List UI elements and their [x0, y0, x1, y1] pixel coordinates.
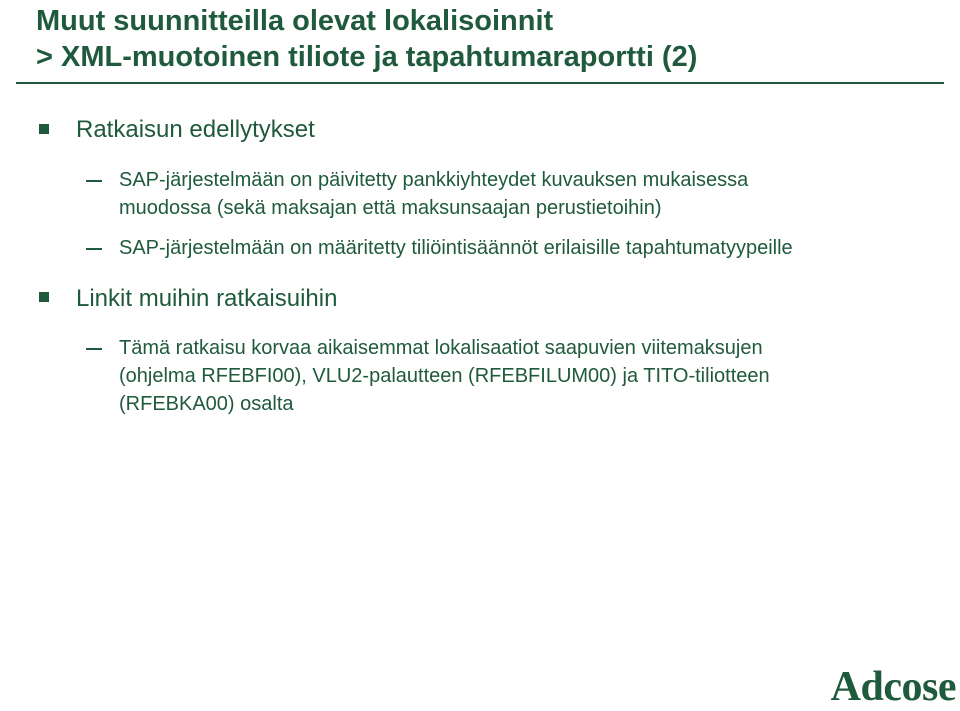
list-item	[119, 166, 748, 222]
list-item-line: SAP-järjestelmään on päivitetty pankkiyhteydet kuvauksen mukaisessa	[119, 169, 749, 191]
dash-bullet-icon	[86, 248, 102, 250]
list-item-line: Tämä ratkaisu korvaa aikaisemmat lokalisaatiot saapuvien viitemaksujen	[119, 337, 763, 359]
dash-bullet-icon	[86, 180, 102, 182]
list-item	[119, 334, 770, 418]
list-item-line: muodossa (sekä maksajan että maksunsaajan perustietoihin)	[119, 197, 662, 219]
square-bullet-icon	[39, 292, 49, 302]
square-bullet-icon	[39, 124, 49, 134]
company-logo: Adcose	[830, 664, 956, 710]
dash-bullet-icon	[86, 348, 102, 350]
slide-title-line-1: Muut suunnitteilla olevat lokalisoinnit	[36, 5, 554, 37]
list-item-line: (RFEBKA00) osalta	[119, 393, 294, 415]
section-heading-links: Linkit muihin ratkaisuihin	[76, 285, 338, 312]
section-heading-prerequisites: Ratkaisun edellytykset	[76, 116, 315, 143]
list-item-line: SAP-järjestelmään on määritetty tiliöintisäännöt erilaisille tapahtumatyypeille	[119, 237, 793, 259]
slide-title-line-2: > XML-muotoinen tiliote ja tapahtumaraportti (2)	[36, 41, 698, 73]
list-item	[119, 234, 793, 262]
list-item-line: (ohjelma RFEBFI00), VLU2-palautteen (RFEBFILUM00) ja TITO-tiliotteen	[119, 365, 770, 387]
